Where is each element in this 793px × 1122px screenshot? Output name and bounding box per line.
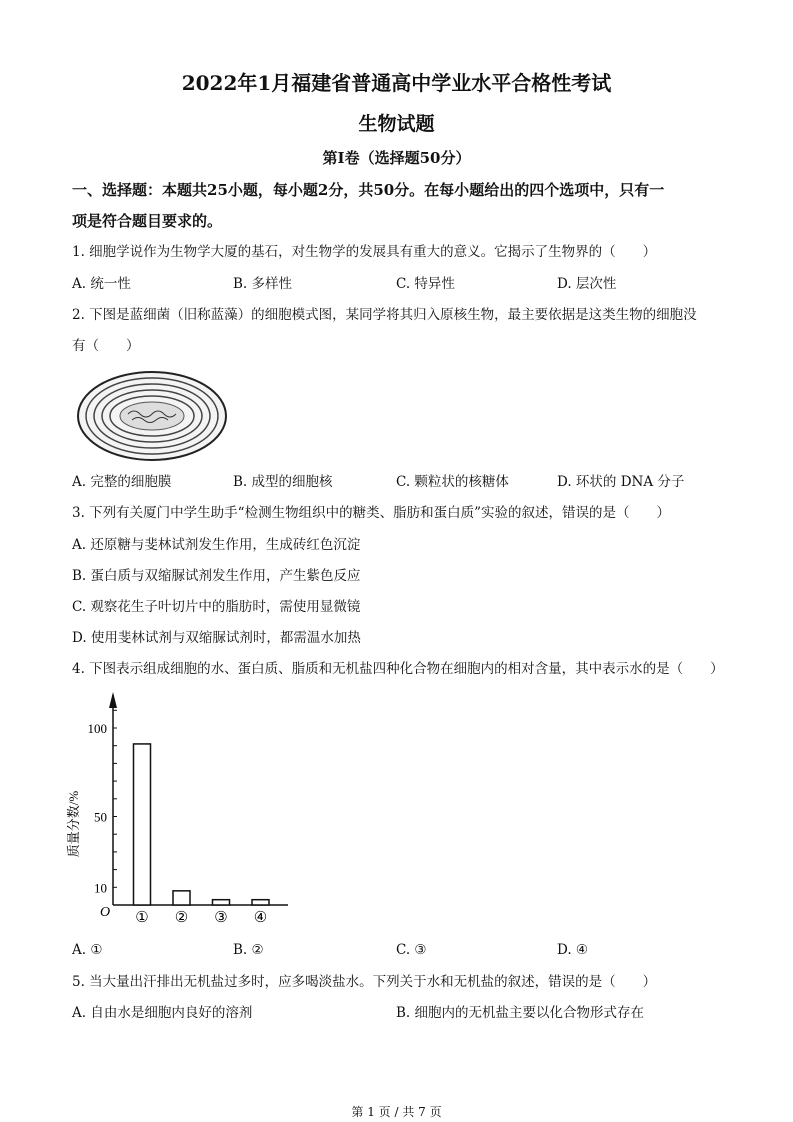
q3-option-a[interactable]: A. 还原糖与斐林试剂发生作用，生成砖红色沉淀	[72, 537, 361, 553]
question-4-stem: 4. 下图表示组成细胞的水、蛋白质、脂质和无机盐四种化合物在细胞内的相对含量，其中表示水的是（ ）	[72, 661, 724, 677]
q1-option-a[interactable]: A. 统一性	[72, 276, 131, 292]
q4-option-a[interactable]: A. ①	[72, 942, 103, 958]
question-1-stem: 1. 细胞学说作为生物学大厦的基石，对生物学的发展具有重大的意义。它揭示了生物界的（ ）	[72, 244, 657, 260]
q3-option-b[interactable]: B. 蛋白质与双缩脲试剂发生作用，产生紫色反应	[72, 568, 361, 584]
exam-title: 2022年1月福建省普通高中学业水平合格性考试	[181, 71, 612, 95]
q2-option-a[interactable]: A. 完整的细胞膜	[72, 474, 172, 490]
q3-option-c[interactable]: C. 观察花生子叶切片中的脂肪时，需使用显微镜	[72, 599, 361, 615]
q5-option-a[interactable]: A. 自由水是细胞内良好的溶剂	[72, 1005, 253, 1021]
x-tick-label: ③	[214, 910, 228, 926]
page-footer: 第 1 页 / 共 7 页	[351, 1105, 442, 1119]
y-tick-label: 10	[94, 880, 107, 896]
subject-title: 生物试题	[358, 113, 435, 135]
x-tick-label: ①	[135, 910, 149, 926]
question-3-stem: 3. 下列有关厦门中学生助手“检测生物组织中的糖类、脂肪和蛋白质”实验的叙述，错误的是（ ）	[72, 505, 670, 521]
x-tick-label: ②	[174, 910, 189, 926]
question-5-stem: 5. 当大量出汗排出无机盐过多时，应多喝淡盐水。下列关于水和无机盐的叙述，错误的是（ ）	[72, 974, 657, 990]
q3-option-d[interactable]: D. 使用斐林试剂与双缩脲试剂时，都需温水加热	[72, 630, 361, 646]
question-2-stem: 2. 下图是蓝细菌（旧称蓝藻）的细胞模式图，某同学将其归入原核生物，最主要依据是这类生物的细胞没	[72, 307, 697, 323]
q4-option-c[interactable]: C. ③	[396, 942, 427, 958]
y-tick-label: 100	[87, 721, 107, 736]
cyanobacteria-cell-diagram	[76, 370, 228, 462]
q2-option-b[interactable]: B. 成型的细胞核	[233, 474, 333, 490]
q1-option-d[interactable]: D. 层次性	[557, 276, 617, 292]
q2-option-d[interactable]: D. 环状的 DNA 分子	[557, 474, 685, 490]
q4-option-d[interactable]: D. ④	[557, 942, 589, 958]
part-title: 第I卷（选择题50分）	[322, 149, 471, 167]
y-axis-label: 质量分数/%	[66, 790, 81, 858]
bar-2	[173, 891, 190, 905]
q2-option-c[interactable]: C. 颗粒状的核糖体	[396, 474, 509, 490]
origin-label: O	[100, 905, 111, 920]
y-tick-label: 50	[94, 809, 107, 825]
bar-1	[134, 744, 151, 905]
q4-option-b[interactable]: B. ②	[233, 942, 264, 958]
question-2-stem-cont: 有（ ）	[72, 338, 140, 354]
section-instruction-cont: 项是符合题目要求的。	[72, 212, 223, 230]
q5-option-b[interactable]: B. 细胞内的无机盐主要以化合物形式存在	[396, 1005, 645, 1021]
section-instruction: 一、选择题：本题共25小题，每小题2分，共50分。在每小题给出的四个选项中，只有一	[72, 181, 665, 199]
mass-fraction-bar-chart	[60, 680, 310, 930]
bar-4	[252, 900, 269, 905]
q1-option-b[interactable]: B. 多样性	[233, 276, 293, 292]
q1-option-c[interactable]: C. 特异性	[396, 276, 455, 292]
y-axis-arrow	[109, 692, 117, 708]
bar-3	[213, 900, 230, 905]
x-tick-label: ④	[253, 910, 268, 926]
